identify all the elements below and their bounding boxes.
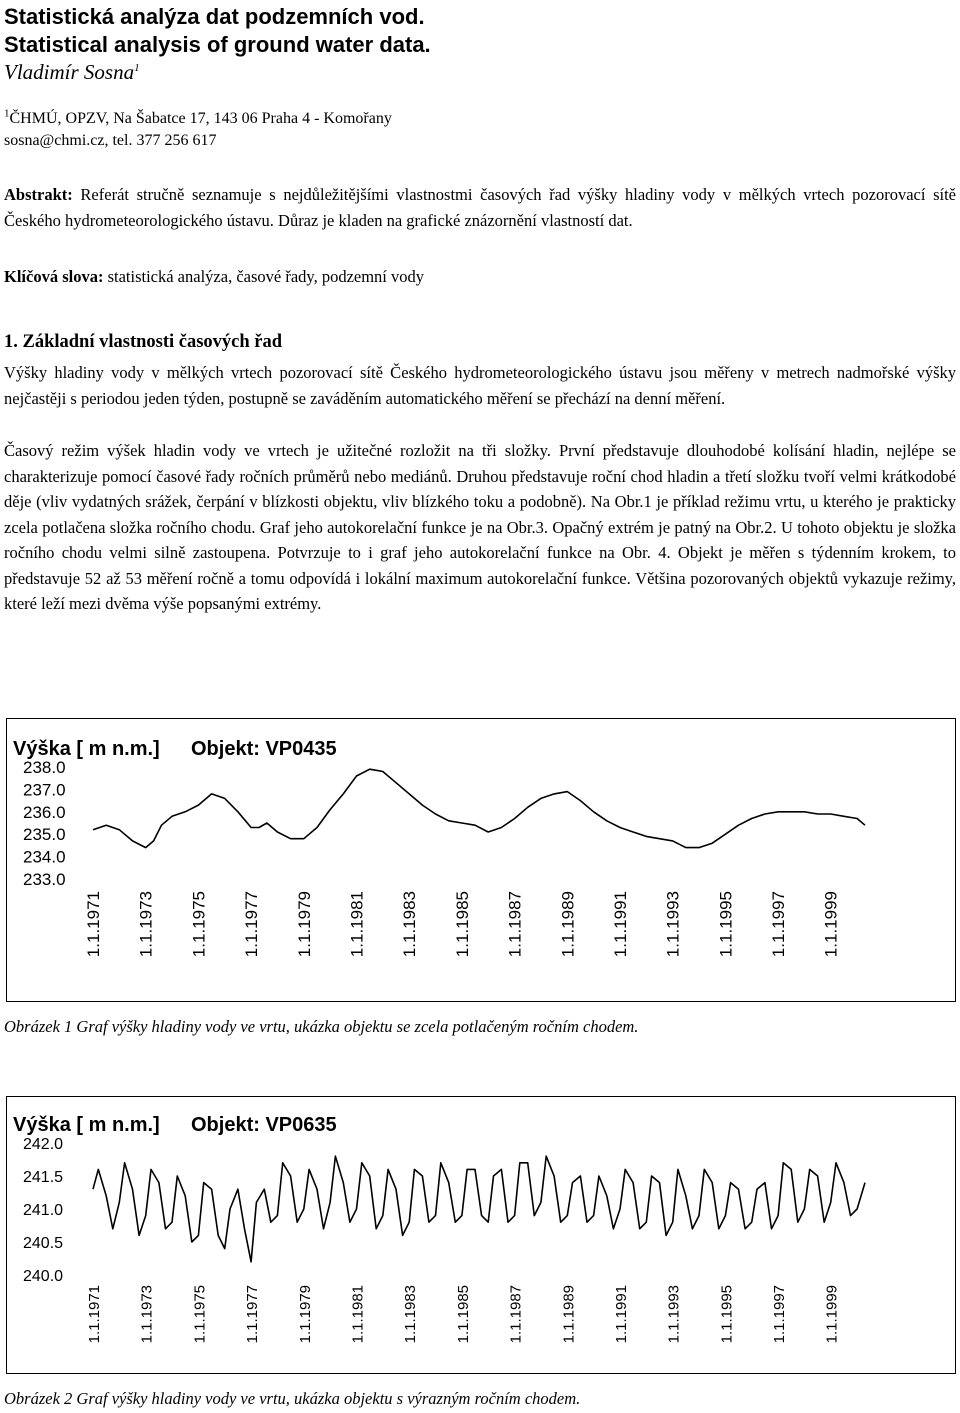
y-axis-label: Výška [ m n.m.]	[13, 1114, 160, 1136]
y-tick-label: 237.0	[23, 780, 66, 800]
x-tick-label: 1.1.1973	[138, 1285, 156, 1344]
x-tick-label: 1.1.1975	[189, 891, 209, 958]
x-tick-label: 1.1.1975	[191, 1285, 209, 1344]
x-tick-label: 1.1.1997	[769, 891, 789, 958]
y-tick-label: 235.0	[23, 825, 66, 845]
x-tick-label: 1.1.1995	[718, 1285, 736, 1344]
x-tick-label: 1.1.1989	[560, 1285, 578, 1344]
abstract-text: Referát stručně seznamuje s nejdůležitějšími vlastnostmi časových řad výšky hladiny vody v mělkých vrtech pozorovací sítě Českého hydrometeorologického ústavu. Důraz je kladen na grafické znázornění vlastností dat.	[4, 185, 957, 230]
x-tick-label: 1.1.1991	[612, 1285, 630, 1344]
x-tick-label: 1.1.1989	[558, 891, 578, 958]
x-tick-label: 1.1.1987	[505, 891, 525, 958]
contact-line: sosna@chmi.cz, tel. 377 256 617	[4, 132, 217, 149]
x-tick-label: 1.1.1983	[402, 1285, 420, 1344]
figure-2	[6, 1096, 956, 1374]
paper-title-en: Statistical analysis of ground water data.	[4, 32, 431, 57]
x-tick-label: 1.1.1995	[716, 891, 736, 958]
y-axis-label: Výška [ m n.m.]	[13, 738, 160, 760]
figure-1	[6, 718, 956, 1002]
x-tick-label: 1.1.1981	[349, 1285, 367, 1344]
chart-vp0435	[7, 719, 955, 1001]
affiliation-superscript: 1	[4, 107, 10, 120]
x-tick-label: 1.1.1987	[507, 1285, 525, 1344]
y-tick-label: 241.5	[23, 1169, 64, 1186]
x-tick-label: 1.1.1985	[454, 1285, 472, 1344]
data-series-line	[93, 1156, 865, 1262]
x-tick-label: 1.1.1971	[84, 891, 103, 958]
chart-vp0635	[7, 1097, 955, 1373]
x-tick-label: 1.1.1979	[294, 891, 314, 958]
figure-2-caption: Obrázek 2 Graf výšky hladiny vody ve vrtu, ukázka objektu s výrazným ročním chodem.	[4, 1389, 581, 1408]
y-tick-label: 233.0	[23, 870, 66, 889]
x-tick-label: 1.1.1973	[136, 891, 156, 958]
y-tick-label: 236.0	[23, 802, 66, 822]
x-tick-label: 1.1.1979	[296, 1285, 314, 1344]
affiliation-block	[4, 108, 392, 152]
paragraph-1: Výšky hladiny vody v mělkých vrtech pozorovací sítě Českého hydrometeorologického ústavu jsou měřeny v metrech nadmořské výšky nejčastěji s periodou jeden týden, postupně se zaváděním automatického měření se přechází na denní měření.	[4, 363, 956, 408]
abstract	[4, 182, 956, 233]
x-tick-label: 1.1.1981	[347, 891, 367, 958]
x-tick-label: 1.1.1997	[771, 1285, 789, 1344]
x-tick-label: 1.1.1991	[610, 891, 630, 958]
data-series-line	[93, 769, 865, 847]
x-tick-label: 1.1.1977	[244, 1285, 262, 1344]
affiliation: $^1$ČHMÚ, OPZV, Na Šabatce 17, 143 06 Praha 4 - Komořany	[4, 107, 392, 127]
x-tick-label: 1.1.1993	[663, 891, 683, 958]
author-name: Vladimír Sosna	[4, 60, 135, 84]
keywords-label: Klíčová slova:	[4, 267, 104, 286]
x-tick-label: 1.1.1993	[665, 1285, 683, 1344]
keywords	[4, 264, 956, 290]
x-tick-label: 1.1.1985	[452, 891, 472, 958]
x-tick-label: 1.1.1977	[242, 891, 262, 958]
y-tick-label: 240.5	[23, 1235, 64, 1252]
paragraph-2: Časový režim výšek hladin vody ve vrtech je užitečné rozložit na tři složky. První představuje dlouhodobé kolísání hladin, nejlépe se charakterizuje pomocí časové řady ročních průměrů nebo mediánů. Druhou představuje roční chod hladin a třetí složku tvoří velmi krátkodobé děje (vliv vydatných srážek, čerpání v blízkosti objektu, vliv blízkého toku a podobně). Na Obr.1 je příklad režimu vrtu, u kterého je prakticky zcela potlačena složka ročního chodu. Graf jeho autokorelační funkce je na Obr.3. Opačný extrém je patný na Obr.2. U tohoto objektu je složka ročního chodu velmi silně zastoupena. Potvrzuje to i graf jeho autokorelační funkce na Obr. 4. Objekt je měřen s týdenním krokem, to představuje 52 až 53 měření ročně a tomu odpovídá i lokální maximum autokorelační funkce. Většina pozorovaných objektů vykazuje režimy, které leží mezi dvěma výše popsanými extrémy.	[4, 441, 956, 613]
chart-title: Objekt: VP0635	[191, 1114, 337, 1136]
x-tick-label: 1.1.1999	[821, 891, 841, 958]
figure-1-caption: Obrázek 1 Graf výšky hladiny vody ve vrtu, ukázka objektu se zcela potlačeným ročním chodem.	[4, 1017, 639, 1036]
keywords-text: statistická analýza, časové řady, podzemní vody	[107, 267, 425, 286]
paper-title-cz: Statistická analýza dat podzemních vod.	[4, 4, 425, 29]
x-tick-label: 1.1.1999	[823, 1285, 841, 1344]
y-tick-label: 234.0	[23, 847, 66, 867]
author-line	[4, 58, 140, 86]
section-heading: 1. Základní vlastnosti časových řad	[4, 332, 283, 352]
chart-title: Objekt: VP0435	[191, 738, 337, 760]
x-tick-label: 1.1.1971	[86, 1285, 103, 1344]
y-tick-label: 240.0	[23, 1268, 64, 1285]
abstract-label: Abstrakt:	[4, 185, 73, 204]
author-superscript: 1	[134, 62, 140, 74]
y-tick-label: 238.0	[23, 758, 66, 777]
y-tick-label: 241.0	[23, 1202, 64, 1219]
y-tick-label: 242.0	[23, 1136, 64, 1153]
x-tick-label: 1.1.1983	[400, 891, 420, 958]
